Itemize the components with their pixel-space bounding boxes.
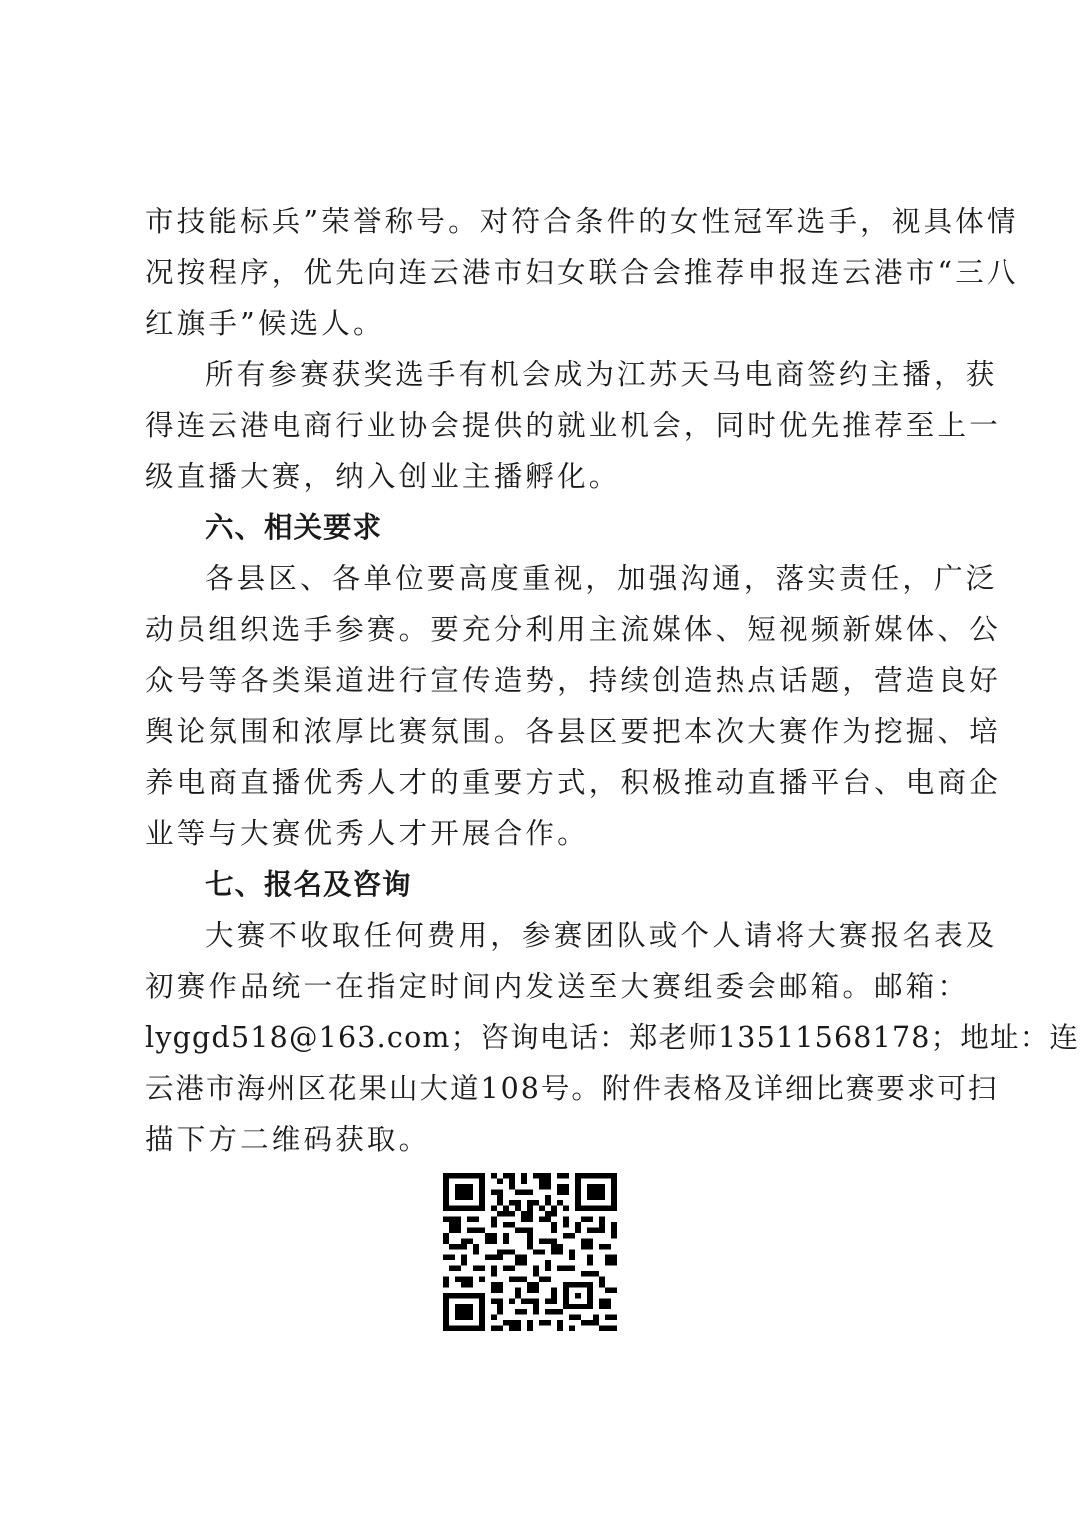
text-line: 大赛不收取任何费用，参赛团队或个人请将大赛报名表及 xyxy=(205,919,998,952)
address-line: 云港市海州区花果山大道108号。附件表格及详细比赛要求可扫 xyxy=(145,1072,999,1105)
section-heading-registration: 七、报名及咨询 xyxy=(205,868,412,901)
section-heading-requirements: 六、相关要求 xyxy=(205,511,383,544)
text-line: 市技能标兵”荣誉称号。对符合条件的女性冠军选手，视具体情 xyxy=(145,205,1019,238)
text-line: 动员组织选手参赛。要充分利用主流媒体、短视频新媒体、公 xyxy=(145,613,1001,646)
text-line: 养电商直播优秀人才的重要方式，积极推动直播平台、电商企 xyxy=(145,766,1001,799)
text-line: 众号等各类渠道进行宣传造势，持续创造热点话题，营造良好 xyxy=(145,664,1001,697)
document-body xyxy=(145,196,1080,1165)
text-line: 各县区、各单位要高度重视，加强沟通，落实责任，广泛 xyxy=(205,562,998,595)
text-line: 描下方二维码获取。 xyxy=(145,1123,431,1156)
text-line: 初赛作品统一在指定时间内发送至大赛组委会邮箱。邮箱： xyxy=(145,970,970,1003)
qr-code-icon[interactable] xyxy=(443,1173,617,1331)
text-line: 红旗手”候选人。 xyxy=(145,307,385,340)
text-line: 得连云港电商行业协会提供的就业机会，同时优先推荐至上一 xyxy=(145,409,1001,442)
text-line: 级直播大赛，纳入创业主播孵化。 xyxy=(145,460,621,493)
text-line: 业等与大赛优秀人才开展合作。 xyxy=(145,817,589,850)
text-line: 况按程序，优先向连云港市妇女联合会推荐申报连云港市“三八 xyxy=(145,256,1019,289)
text-line: 舆论氛围和浓厚比赛氛围。各县区要把本次大赛作为挖掘、培 xyxy=(145,715,1001,748)
text-line: 所有参赛获奖选手有机会成为江苏天马电商签约主播，获 xyxy=(205,358,998,391)
contact-line: lyggd518@163.com；咨询电话：郑老师13511568178；地址：连 xyxy=(145,1021,1080,1054)
